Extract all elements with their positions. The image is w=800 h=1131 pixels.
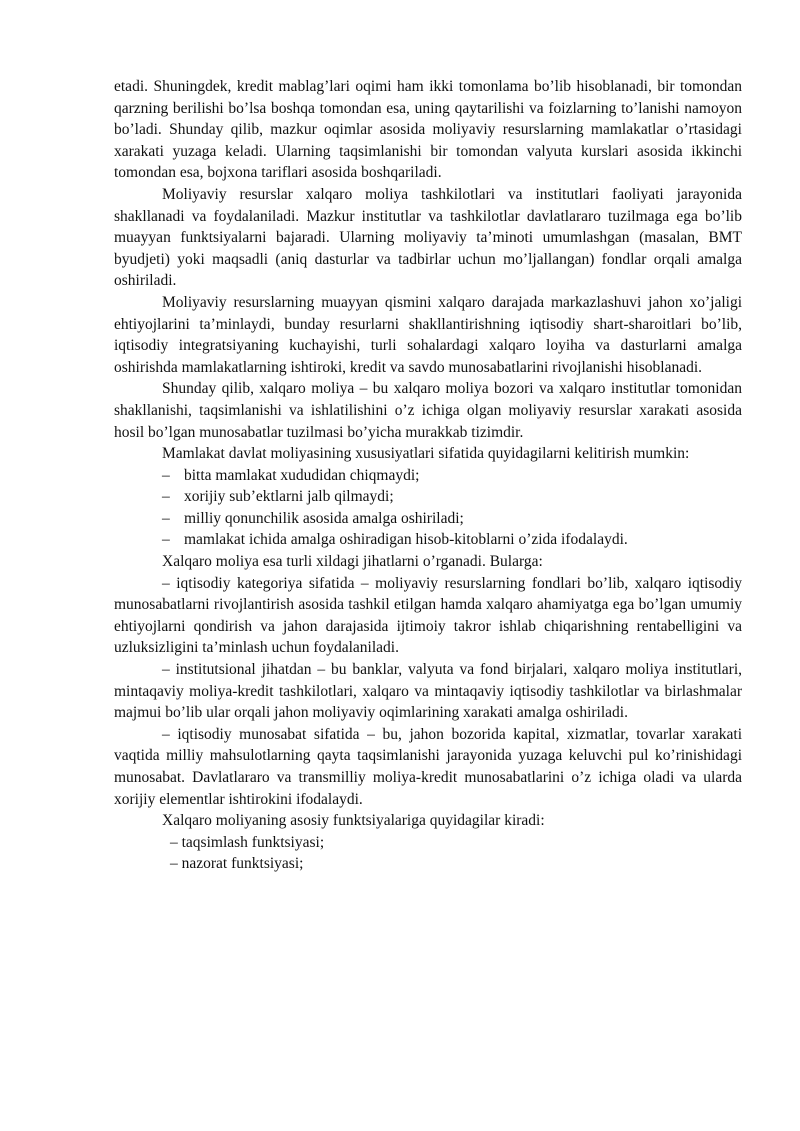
dash-bullet: – bbox=[162, 509, 170, 527]
paragraph-institutional: – institutsional jihatdan – bu banklar, valyuta va fond birjalari, xalqaro moliya institutlari, mintaqaviy moliya-kredit tashkilotlari, xalqaro va mintaqaviy iqtisodiy tashkilotlar va birlashmalar majmui bo’lib ular orqali jahon moliyaviy oqimlarining xarakati amalga oshiriladi. bbox=[114, 661, 742, 722]
paragraph-financial-resources: Moliyaviy resurslar xalqaro moliya tashkilotlari va institutlari faoliyati jarayonida shakllanadi va foydalaniladi. Mazkur institutlar va tashkilotlar davlatlararo tuzilmaga ega bo’lib muayyan funktsiyalarni bajaradi. Ularning moliyaviy ta’minoti umumlashgan (masalan, BMT byudjeti) yoki maqsadli (aniq dasturlar va tadbirlar uchun mo’ljallangan) fondlar orqali amalga oshiriladi. bbox=[114, 185, 742, 290]
dash-bullet: – bbox=[162, 488, 170, 506]
list-item bbox=[114, 465, 742, 487]
list-item-text: xorijiy sub’ektlarni jalb qilmaydi; bbox=[184, 488, 394, 506]
paragraph-definition: Shunday qilib, xalqaro moliya – bu xalqaro moliya bozori va xalqaro institutlar tomonidan shakllanishi, taqsimlanishi va ishlatilishini o’z ichiga olgan moliyaviy resurslar xarakati asosida hosil bo’lgan munosabatlar tuzilmasi bo’yicha murakkab tizimdir. bbox=[114, 380, 742, 441]
paragraph-centralization: Moliyaviy resurslarning muayyan qismini xalqaro darajada markazlashuvi jahon xo’jaligi ehtiyojlarini ta’minlaydi, bunday resurlarni shakllantirishning iqtisodiy shart-sharoitlari bo’lib, iqtisodiy integratsiyaning kuchayishi, turli sohalardagi xalqaro loyiha va dasturlarni amalga oshirishda mamlakatlarning ishtiroki, kredit va savdo munosabatlarini rivojlanishi hisoblanadi. bbox=[114, 293, 742, 376]
list-item bbox=[114, 508, 742, 530]
state-finance-list bbox=[114, 465, 742, 551]
list-item-text: mamlakat ichida amalga oshiradigan hisob-kitoblarni o’zida ifodalaydi. bbox=[184, 531, 628, 549]
list-item bbox=[114, 486, 742, 508]
paragraph-state-finance-features: Mamlakat davlat moliyasining xususiyatlari sifatida quyidagilarni kelitirish mumkin: bbox=[162, 445, 690, 463]
document-page bbox=[114, 76, 742, 875]
list-item bbox=[114, 529, 742, 551]
list-item: – nazorat funktsiyasi; bbox=[170, 855, 304, 873]
functions-list bbox=[114, 832, 742, 875]
paragraph-aspects-intro: Xalqaro moliya esa turli xildagi jihatlarni o’rganadi. Bularga: bbox=[162, 553, 543, 571]
list-item-text: milliy qonunchilik asosida amalga oshiriladi; bbox=[184, 509, 464, 527]
dash-bullet: – bbox=[162, 531, 170, 549]
list-item: – taqsimlash funktsiyasi; bbox=[170, 833, 325, 851]
dash-bullet: – bbox=[162, 466, 170, 484]
paragraph-functions-intro: Xalqaro moliyaning asosiy funktsiyalariga quyidagilar kiradi: bbox=[162, 812, 545, 830]
paragraph-economic-category: – iqtisodiy kategoriya sifatida – moliyaviy resurslarning fondlari bo’lib, xalqaro iqtisodiy munosabatlarni rivojlantirish asosida tashkil etilgan hamda xalqaro ahamiyatga ega bo’lgan umumiy ehtiyojlarni qondirish va jahon darajasida ijtimoiy takror ishlab chiqarishning rentabelligini va uzluksizligini ta’minlash uchun foydalaniladi. bbox=[114, 574, 742, 657]
list-item-text: bitta mamlakat xududidan chiqmaydi; bbox=[184, 466, 420, 484]
paragraph-economic-relation: – iqtisodiy munosabat sifatida – bu, jahon bozorida kapital, xizmatlar, tovarlar xarakati vaqtida milliy mahsulotlarning qayta taqsimlanishi jarayonida yuzaga keluvchi pul ko’rinishidagi munosabat. Davlatlararo va transmilliy moliya-kredit munosabatlarini o’z ichiga oladi va ularda xorijiy elementlar ishtirokini ifodalaydi. bbox=[114, 725, 742, 808]
paragraph-credit-flows: etadi. Shuningdek, kredit mablag’lari oqimi ham ikki tomonlama bo’lib hisoblanadi, bir tomondan qarzning berilishi bo’lsa boshqa tomondan esa, uning qaytarilishi va foizlarning to’lanishi namoyon bo’ladi. Shunday qilib, mazkur oqimlar asosida moliyaviy resurslarning mamlakatlar o’rtasidagi xarakati yuzaga keladi. Ularning taqsimlanishi bir tomondan valyuta kurslari asosida ikkinchi tomondan esa, bojxona tariflari asosida boshqariladi. bbox=[114, 78, 742, 182]
